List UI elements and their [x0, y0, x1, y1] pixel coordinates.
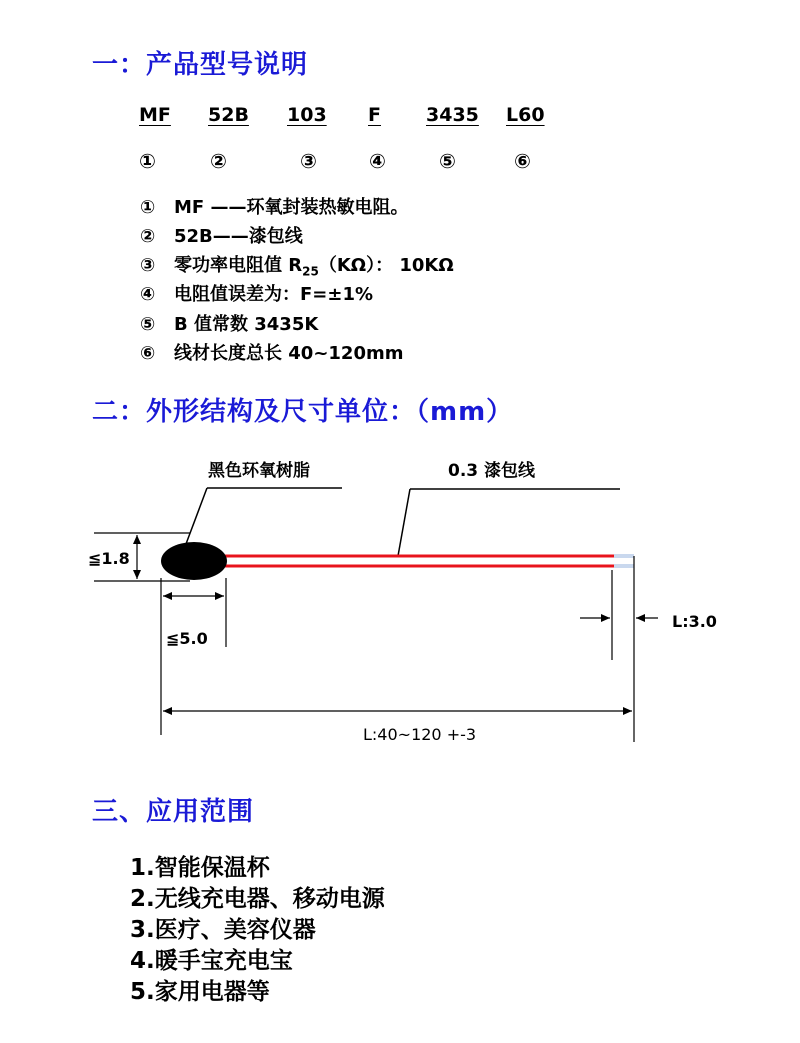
code-b-value: 3435 [426, 104, 479, 126]
description-text: 电阻值误差为：F=±1% [174, 284, 374, 305]
application-item: 1.智能保温杯 [130, 855, 270, 881]
code-wire-type: 52B [208, 104, 249, 126]
height-label: ≦1.8 [88, 549, 130, 568]
description-num: ① [140, 197, 156, 218]
application-item: 3.医疗、美容仪器 [130, 917, 316, 943]
code-mark-3: ③ [300, 149, 317, 173]
description-text: （KΩ）： 10KΩ [318, 255, 454, 276]
description-subscript: 25 [302, 264, 319, 279]
section3-title: 三、应用范围 [92, 797, 255, 827]
height-arrow-bottom [133, 570, 141, 579]
section1-title: 一：产品型号说明 [92, 50, 309, 80]
application-item: 2.无线充电器、移动电源 [130, 886, 385, 912]
code-mark-2: ② [210, 149, 227, 173]
description-num: ③ [140, 255, 156, 276]
head-leader-line [186, 488, 207, 544]
description-text: B 值常数 3435K [174, 314, 319, 335]
section2-title: 二：外形结构及尺寸单位：（mm） [92, 397, 514, 427]
code-mark-5: ⑤ [439, 149, 456, 173]
code-length: L60 [506, 104, 545, 126]
strip-arrow-right [636, 614, 645, 622]
description-text: 52B——漆包线 [174, 226, 303, 247]
code-mark-4: ④ [369, 149, 386, 173]
length-label: L:40~120 +-3 [363, 725, 477, 744]
width-label: ≦5.0 [166, 629, 208, 648]
wire-strip-bottom [614, 564, 634, 568]
strip-label: L:3.0 [672, 612, 717, 631]
epoxy-head [161, 542, 227, 580]
width-arrow-left [163, 592, 172, 600]
code-resistance: 103 [287, 104, 327, 126]
description-num: ② [140, 226, 156, 247]
description-num: ⑥ [140, 343, 156, 364]
width-arrow-right [215, 592, 224, 600]
wire-leader-line [398, 489, 410, 556]
height-arrow-top [133, 535, 141, 544]
length-arrow-left [163, 707, 172, 715]
application-item: 5.家用电器等 [130, 979, 270, 1005]
code-mark-1: ① [139, 149, 156, 173]
code-series: MF [139, 104, 171, 126]
code-tolerance: F [368, 104, 381, 126]
description-text: MF ——环氧封装热敏电阻。 [174, 197, 409, 218]
description-num: ⑤ [140, 314, 156, 335]
strip-arrow-left [601, 614, 610, 622]
code-mark-6: ⑥ [514, 149, 531, 173]
description-num: ④ [140, 284, 156, 305]
wire-label: 0.3 漆包线 [448, 461, 536, 481]
head-label: 黑色环氧树脂 [208, 461, 310, 481]
length-arrow-right [623, 707, 632, 715]
description-text: 零功率电阻值 R [174, 255, 303, 276]
wire-strip-top [614, 554, 634, 558]
description-text: 线材长度总长 40~120mm [174, 343, 404, 364]
application-item: 4.暖手宝充电宝 [130, 948, 293, 974]
